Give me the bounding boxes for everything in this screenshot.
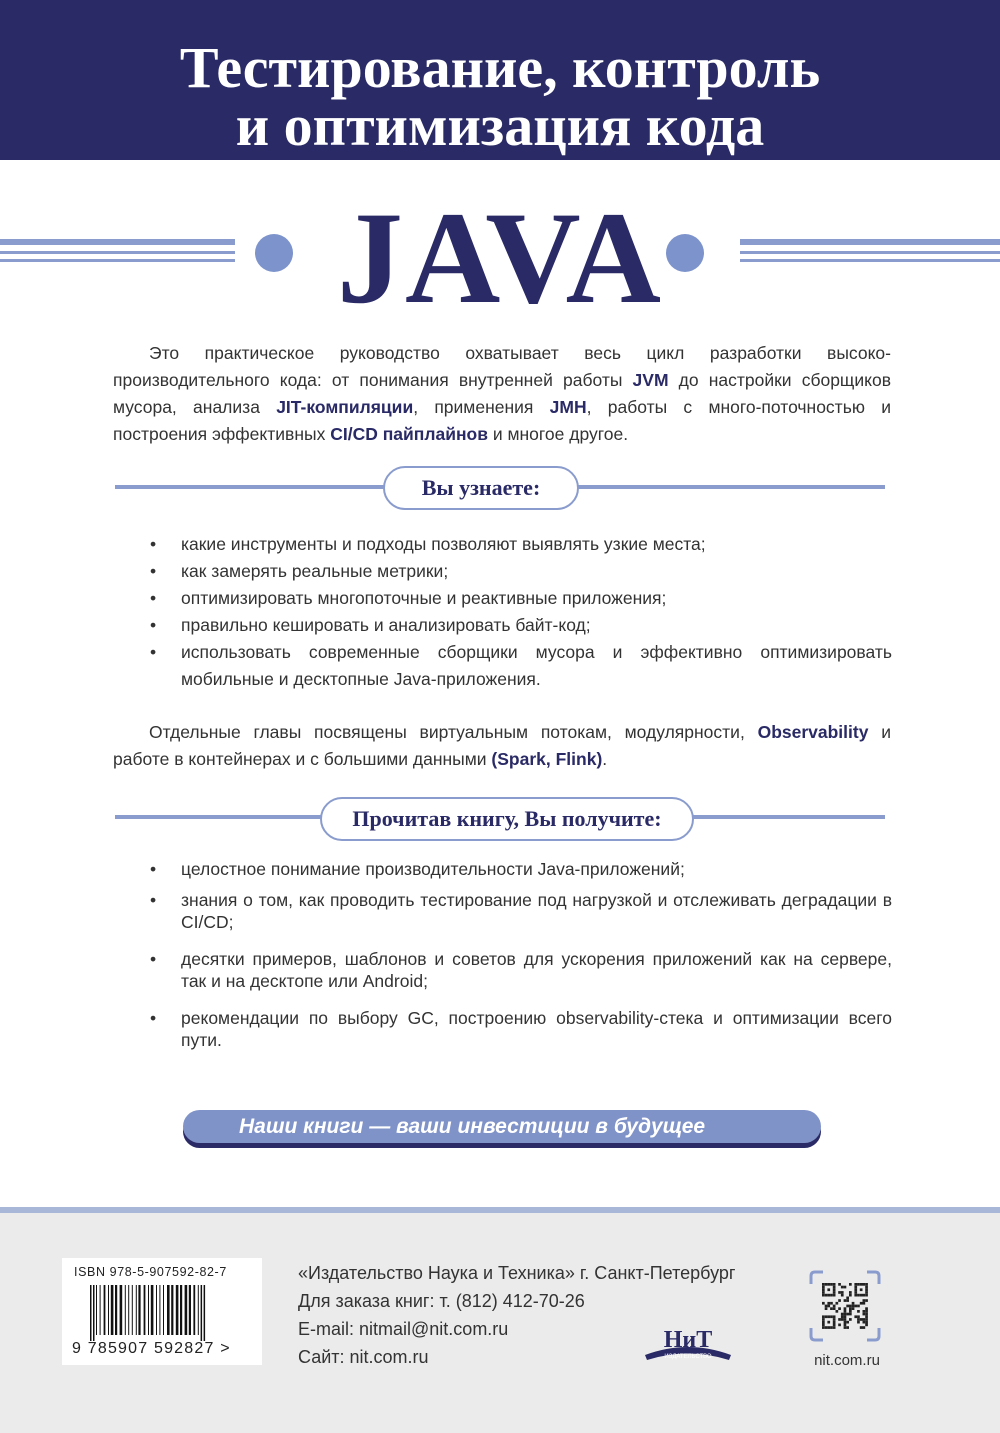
book-title-line-2: и оптимизация кода bbox=[235, 93, 765, 158]
qr-cell bbox=[838, 1299, 841, 1302]
barcode-bar bbox=[198, 1285, 199, 1335]
qr-cell bbox=[863, 1326, 866, 1329]
qr-cell bbox=[854, 1315, 857, 1318]
qr-cell bbox=[844, 1310, 847, 1313]
qr-finder-cell bbox=[857, 1294, 860, 1297]
qr-cell bbox=[825, 1307, 828, 1310]
logo-text: НиТ bbox=[663, 1327, 713, 1353]
qr-cell bbox=[849, 1313, 852, 1316]
publisher-name: «Издательство Наука и Техника» г. Санкт-Петербург bbox=[298, 1263, 736, 1283]
barcode-bar bbox=[132, 1285, 133, 1335]
logo-subtext: ИЗДАТЕЛЬСТВО bbox=[664, 1354, 712, 1360]
section1-heading: Вы узнаете: bbox=[383, 466, 579, 510]
chapters-bold-observability: Observability bbox=[757, 722, 869, 742]
qr-cell bbox=[852, 1305, 855, 1308]
qr-cell bbox=[846, 1326, 849, 1329]
qr-cell bbox=[849, 1305, 852, 1308]
isbn-barcode-box bbox=[62, 1258, 262, 1365]
intro-text: , применения bbox=[413, 397, 550, 417]
qr-cell bbox=[860, 1326, 863, 1329]
qr-cell bbox=[854, 1305, 857, 1308]
qr-finder-cell bbox=[822, 1294, 825, 1297]
qr-cell bbox=[846, 1321, 849, 1324]
chapters-text: Отдельные главы посвящены виртуальным потокам, модулярности, bbox=[149, 722, 758, 742]
qr-finder-cell bbox=[825, 1326, 828, 1329]
qr-finder-cell bbox=[854, 1291, 857, 1294]
qr-finder-cell bbox=[827, 1294, 830, 1297]
qr-cell bbox=[846, 1305, 849, 1308]
barcode-bar bbox=[159, 1285, 160, 1335]
list-item: • знания о том, как проводить тестирование под нагрузкой и отслеживать деградации в CI/CD; bbox=[150, 889, 892, 933]
qr-cell bbox=[841, 1294, 844, 1297]
qr-cell bbox=[852, 1302, 855, 1305]
qr-cell bbox=[841, 1315, 844, 1318]
qr-cell bbox=[822, 1302, 825, 1305]
qr-finder-cell bbox=[857, 1283, 860, 1286]
isbn-label: ISBN 978-5-907592-82-7 bbox=[74, 1265, 227, 1279]
qr-cell bbox=[844, 1321, 847, 1324]
qr-cell bbox=[844, 1324, 847, 1327]
qr-finder-cell bbox=[822, 1291, 825, 1294]
qr-finder-cell bbox=[830, 1326, 833, 1329]
right-decor-line bbox=[740, 239, 1000, 245]
qr-cell bbox=[841, 1286, 844, 1289]
list-item: • использовать современные сборщики мусора и эффективно оптимизировать мобильные и десктопные Java-приложения. bbox=[150, 639, 892, 693]
qr-finder-cell bbox=[865, 1288, 868, 1291]
intro-text: , работы с много-поточностью и построения эффективных bbox=[113, 397, 891, 444]
qr-finder-cell bbox=[833, 1283, 836, 1286]
qr-cell bbox=[849, 1291, 852, 1294]
qr-cell bbox=[844, 1286, 847, 1289]
barcode-bar bbox=[163, 1285, 164, 1335]
qr-cell bbox=[833, 1305, 836, 1308]
chapters-bold-spark-flink: (Spark, Flink) bbox=[491, 749, 603, 769]
barcode-bar bbox=[176, 1285, 179, 1335]
chapters-text: . bbox=[602, 749, 608, 769]
qr-cell bbox=[865, 1307, 868, 1310]
qr-finder-cell bbox=[825, 1315, 828, 1318]
publisher-phone[interactable]: Для заказа книг: т. (812) 412-70-26 bbox=[298, 1291, 585, 1311]
qr-cell bbox=[863, 1299, 866, 1302]
intro-text: до настройки сборщиков мусора, анализа bbox=[113, 370, 891, 417]
barcode-bar bbox=[120, 1285, 123, 1335]
qr-cell bbox=[846, 1313, 849, 1316]
qr-cell bbox=[865, 1310, 868, 1313]
qr-cell bbox=[844, 1299, 847, 1302]
right-decor-thin-line bbox=[740, 251, 1000, 254]
barcode-bar bbox=[125, 1285, 126, 1335]
qr-finder-cell bbox=[833, 1318, 836, 1321]
barcode-bar bbox=[167, 1285, 170, 1335]
qr-cell bbox=[863, 1302, 866, 1305]
qr-finder-cell bbox=[827, 1288, 830, 1291]
barcode-bar bbox=[104, 1285, 106, 1335]
list-item: • оптимизировать многопоточные и реактивные приложения; bbox=[150, 585, 892, 612]
qr-cell bbox=[857, 1305, 860, 1308]
barcode-bar bbox=[100, 1285, 101, 1335]
qr-finder-cell bbox=[833, 1294, 836, 1297]
qr-cell bbox=[841, 1291, 844, 1294]
barcode-bar bbox=[115, 1285, 117, 1335]
barcode-bar bbox=[144, 1285, 146, 1335]
qr-cell bbox=[838, 1291, 841, 1294]
qr-finder-cell bbox=[830, 1315, 833, 1318]
qr-cell bbox=[865, 1318, 868, 1321]
qr-cell bbox=[865, 1299, 868, 1302]
qr-finder-cell bbox=[833, 1291, 836, 1294]
qr-cell bbox=[841, 1318, 844, 1321]
qr-cell bbox=[838, 1324, 841, 1327]
qr-finder-cell bbox=[825, 1283, 828, 1286]
qr-finder-cell bbox=[827, 1315, 830, 1318]
qr-cell bbox=[863, 1313, 866, 1316]
qr-cell bbox=[830, 1302, 833, 1305]
qr-finder-cell bbox=[865, 1283, 868, 1286]
qr-cell bbox=[860, 1318, 863, 1321]
list-item: • какие инструменты и подходы позволяют выявлять узкие места; bbox=[150, 531, 892, 558]
qr-cell bbox=[838, 1318, 841, 1321]
right-decor-dot bbox=[666, 234, 704, 272]
qr-finder-cell bbox=[827, 1321, 830, 1324]
qr-cell bbox=[849, 1307, 852, 1310]
qr-cell bbox=[830, 1307, 833, 1310]
qr-finder-cell bbox=[854, 1294, 857, 1297]
list-item: • целостное понимание производительности Java-приложений; bbox=[150, 858, 892, 880]
qr-finder-cell bbox=[854, 1286, 857, 1289]
barcode-bar bbox=[128, 1285, 129, 1335]
barcode-bar bbox=[189, 1285, 191, 1335]
intro-bold-jmh: JMH bbox=[549, 397, 587, 417]
barcode-bar bbox=[204, 1285, 206, 1341]
qr-cell bbox=[849, 1310, 852, 1313]
qr-finder-cell bbox=[827, 1283, 830, 1286]
section2-list bbox=[150, 858, 892, 1051]
barcode-bar bbox=[185, 1285, 188, 1335]
qr-cell bbox=[852, 1307, 855, 1310]
qr-finder-cell bbox=[822, 1315, 825, 1318]
qr-finder-cell bbox=[825, 1294, 828, 1297]
chapters-text: и работе в контейнерах и с большими данными bbox=[113, 722, 892, 769]
qr-cell bbox=[857, 1321, 860, 1324]
book-title-line-1: Тестирование, контроль bbox=[179, 35, 821, 100]
qr-finder-cell bbox=[860, 1283, 863, 1286]
barcode-bar bbox=[180, 1285, 182, 1335]
barcode-bar bbox=[93, 1285, 95, 1341]
qr-cell bbox=[827, 1305, 830, 1308]
barcode-bar bbox=[171, 1285, 173, 1335]
qr-finder-cell bbox=[865, 1286, 868, 1289]
isbn-digits: 9 785907 592827 > bbox=[72, 1340, 231, 1357]
slogan-banner: Наши книги — ваши инвестиции в будущее bbox=[183, 1110, 821, 1143]
qr-cell bbox=[849, 1283, 852, 1286]
qr-cell bbox=[857, 1310, 860, 1313]
list-item: • правильно кешировать и анализировать байт-код; bbox=[150, 612, 892, 639]
right-decor-thin-line-2 bbox=[740, 259, 1000, 262]
list-item: • рекомендации по выбору GC, построению observability-стека и оптимизации всего пути. bbox=[150, 1007, 892, 1051]
qr-cell bbox=[825, 1305, 828, 1308]
qr-finder-cell bbox=[833, 1315, 836, 1318]
list-item: • десятки примеров, шаблонов и советов для ускорения приложений как на сервере, так и на десктопе или Android; bbox=[150, 948, 892, 992]
qr-cell bbox=[838, 1283, 841, 1286]
qr-finder-cell bbox=[833, 1324, 836, 1327]
qr-finder-cell bbox=[830, 1283, 833, 1286]
barcode-bar bbox=[96, 1285, 97, 1335]
qr-cell bbox=[865, 1324, 868, 1327]
qr-finder-cell bbox=[822, 1321, 825, 1324]
qr-finder-cell bbox=[822, 1288, 825, 1291]
qr-finder-cell bbox=[854, 1283, 857, 1286]
qr-finder-cell bbox=[854, 1288, 857, 1291]
qr-cell bbox=[833, 1307, 836, 1310]
qr-cell bbox=[863, 1321, 866, 1324]
intro-text: и многое другое. bbox=[487, 424, 629, 444]
qr-cell bbox=[827, 1302, 830, 1305]
barcode-bar bbox=[151, 1285, 154, 1335]
qr-cell bbox=[849, 1294, 852, 1297]
qr-url: nit.com.ru bbox=[814, 1352, 880, 1369]
qr-cell bbox=[857, 1318, 860, 1321]
qr-finder-cell bbox=[865, 1291, 868, 1294]
list-item: • как замерять реальные метрики; bbox=[150, 558, 892, 585]
section2-heading: Прочитав книгу, Вы получите: bbox=[320, 797, 694, 841]
qr-cell bbox=[844, 1315, 847, 1318]
qr-cell bbox=[844, 1307, 847, 1310]
java-title: JAVA bbox=[337, 184, 663, 331]
qr-cell bbox=[865, 1315, 868, 1318]
qr-finder-cell bbox=[833, 1288, 836, 1291]
qr-finder-cell bbox=[830, 1294, 833, 1297]
qr-finder-cell bbox=[860, 1294, 863, 1297]
barcode-bar bbox=[193, 1285, 195, 1335]
publisher-site[interactable]: Сайт: nit.com.ru bbox=[298, 1347, 429, 1367]
intro-text: Это практическое руководство охватывает весь цикл разработки высоко-производительного кода: от понимания внутренней работы bbox=[113, 343, 891, 390]
qr-cell bbox=[846, 1297, 849, 1300]
qr-cell bbox=[844, 1326, 847, 1329]
intro-bold-jit: JIT-компиляции bbox=[276, 397, 414, 417]
qr-cell bbox=[865, 1321, 868, 1324]
qr-finder-cell bbox=[833, 1326, 836, 1329]
qr-cell bbox=[841, 1313, 844, 1316]
qr-cell bbox=[846, 1299, 849, 1302]
qr-cell bbox=[849, 1318, 852, 1321]
qr-cell bbox=[857, 1315, 860, 1318]
chapters-paragraph bbox=[113, 719, 891, 773]
qr-finder-cell bbox=[863, 1283, 866, 1286]
qr-cell bbox=[838, 1307, 841, 1310]
qr-cell bbox=[863, 1310, 866, 1313]
section1-list bbox=[150, 531, 892, 693]
barcode-bar bbox=[136, 1285, 137, 1335]
qr-finder-cell bbox=[822, 1324, 825, 1327]
qr-cell bbox=[863, 1318, 866, 1321]
barcode-bar bbox=[90, 1285, 92, 1341]
qr-finder-cell bbox=[822, 1283, 825, 1286]
qr-finder-cell bbox=[865, 1294, 868, 1297]
qr-finder-cell bbox=[822, 1318, 825, 1321]
qr-cell bbox=[836, 1310, 839, 1313]
barcode-bar bbox=[156, 1285, 157, 1335]
barcode-bar bbox=[111, 1285, 114, 1335]
qr-finder-cell bbox=[860, 1288, 863, 1291]
barcode-bar bbox=[108, 1285, 109, 1335]
qr-finder-cell bbox=[833, 1286, 836, 1289]
qr-cell bbox=[865, 1313, 868, 1316]
intro-bold-jvm: JVM bbox=[632, 370, 669, 390]
publisher-email[interactable]: E-mail: nitmail@nit.com.ru bbox=[298, 1319, 509, 1339]
qr-cell bbox=[844, 1318, 847, 1321]
qr-finder-cell bbox=[863, 1294, 866, 1297]
intro-bold-cicd: CI/CD пайплайнов bbox=[330, 424, 488, 444]
intro-paragraph bbox=[113, 340, 891, 448]
qr-finder-cell bbox=[822, 1326, 825, 1329]
barcode bbox=[88, 1285, 248, 1341]
barcode-bar bbox=[201, 1285, 203, 1341]
qr-cell bbox=[860, 1302, 863, 1305]
qr-finder-cell bbox=[833, 1321, 836, 1324]
barcode-bar bbox=[138, 1285, 140, 1335]
qr-cell bbox=[844, 1313, 847, 1316]
publisher-logo bbox=[641, 1325, 735, 1365]
qr-code-icon bbox=[809, 1270, 881, 1342]
barcode-bar bbox=[148, 1285, 149, 1335]
qr-cell bbox=[836, 1302, 839, 1305]
qr-finder-cell bbox=[827, 1326, 830, 1329]
qr-finder-cell bbox=[822, 1286, 825, 1289]
qr-code[interactable] bbox=[809, 1270, 881, 1342]
